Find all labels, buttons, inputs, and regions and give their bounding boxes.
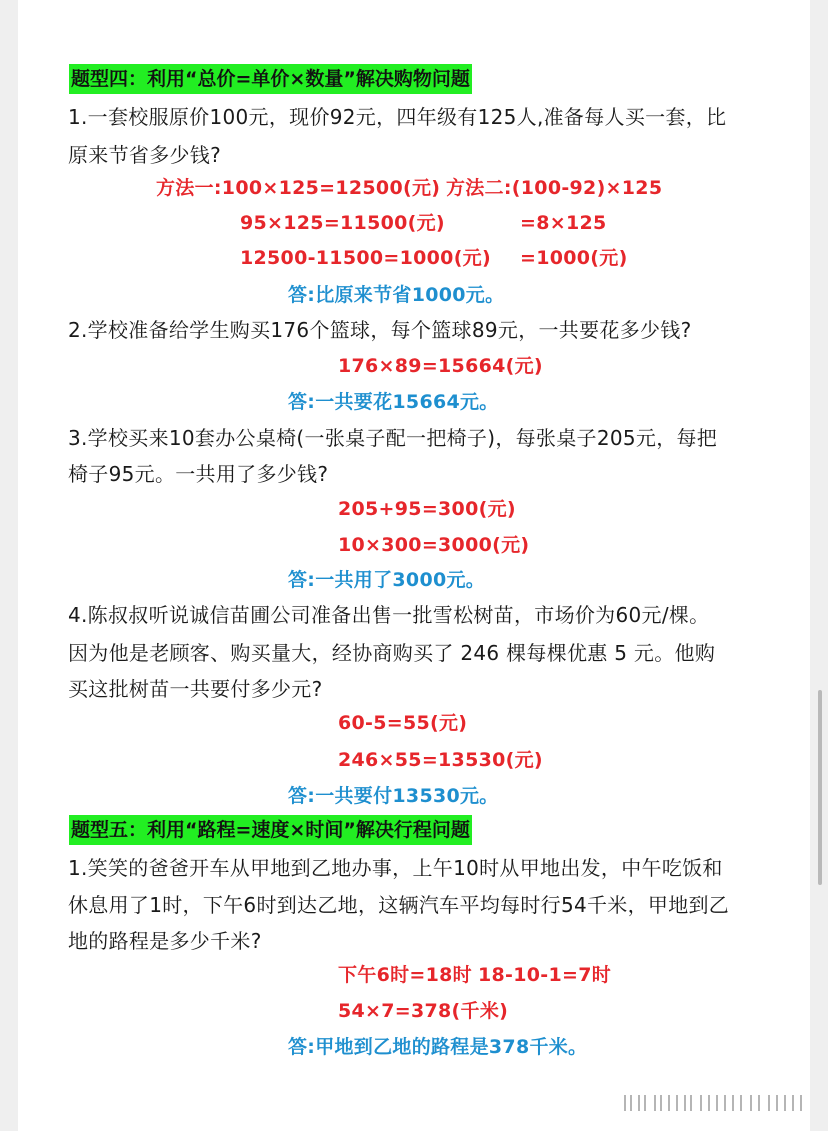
q4-text-line1: 4.陈叔叔听说诚信苗圃公司准备出售一批雪松树苗，市场价为60元/棵。 [68, 603, 710, 627]
s5-q1-calc2: 54×7=378(千米) [338, 1000, 509, 1022]
q3-calc1: 205+95=300(元) [338, 498, 516, 520]
q1-answer: 答:比原来节省1000元。 [288, 284, 505, 306]
q4-calc1: 60-5=55(元) [338, 712, 468, 734]
q4-answer: 答:一共要付13530元。 [288, 785, 499, 807]
s5-q1-text-line3: 地的路程是多少千米? [68, 929, 262, 953]
s5-q1-calc1b: 18-10-1=7时 [478, 964, 612, 986]
section4-header: 题型四：利用“总价=单价×数量”解决购物问题 [69, 64, 472, 94]
q2-answer: 答:一共要花15664元。 [288, 391, 499, 413]
s5-q1-text-line1: 1.笑笑的爸爸开车从甲地到乙地办事，上午10时从甲地出发，中午吃饭和 [68, 856, 723, 880]
s5-q1-calc1a: 下午6时=18时 [338, 964, 472, 986]
q1-method1-step2: 95×125=11500(元) [240, 212, 445, 234]
q1-text-line2: 原来节省多少钱? [68, 143, 222, 167]
q1-method2-step2: =8×125 [520, 212, 607, 234]
q4-text-line2: 因为他是老顾客、购买量大，经协商购买了 246 棵每棵优惠 5 元。他购 [68, 641, 716, 665]
q4-calc2: 246×55=13530(元) [338, 749, 543, 771]
s5-q1-answer: 答:甲地到乙地的路程是378千米。 [288, 1036, 588, 1058]
q1-method2-step1: 方法二:(100-92)×125 [446, 177, 663, 199]
q3-text-line1: 3.学校买来10套办公桌椅(一张桌子配一把椅子)，每张桌子205元，每把 [68, 426, 718, 450]
q3-text-line2: 椅子95元。一共用了多少钱? [68, 462, 329, 486]
q2-calc1: 176×89=15664(元) [338, 355, 543, 377]
q1-method1-step3: 12500-11500=1000(元) [240, 247, 491, 269]
q2-text-line1: 2.学校准备给学生购买176个篮球，每个篮球89元，一共要花多少钱? [68, 318, 692, 342]
q3-calc2: 10×300=3000(元) [338, 534, 530, 556]
section5-header: 题型五：利用“路程=速度×时间”解决行程问题 [69, 815, 472, 845]
q3-answer: 答:一共用了3000元。 [288, 569, 486, 591]
document-page [18, 0, 810, 1131]
scrollbar-thumb[interactable] [818, 690, 822, 885]
q4-text-line3: 买这批树苗一共要付多少元? [68, 677, 323, 701]
q1-text-line1: 1.一套校服原价100元，现价92元，四年级有125人,准备每人买一套，比 [68, 105, 727, 129]
s5-q1-text-line2: 休息用了1时，下午6时到达乙地，这辆汽车平均每时行54千米，甲地到乙 [68, 893, 730, 917]
q1-method1-step1: 方法一:100×125=12500(元) [156, 177, 441, 199]
q1-method2-step3: =1000(元) [520, 247, 628, 269]
watermark-graphic [620, 1092, 808, 1114]
